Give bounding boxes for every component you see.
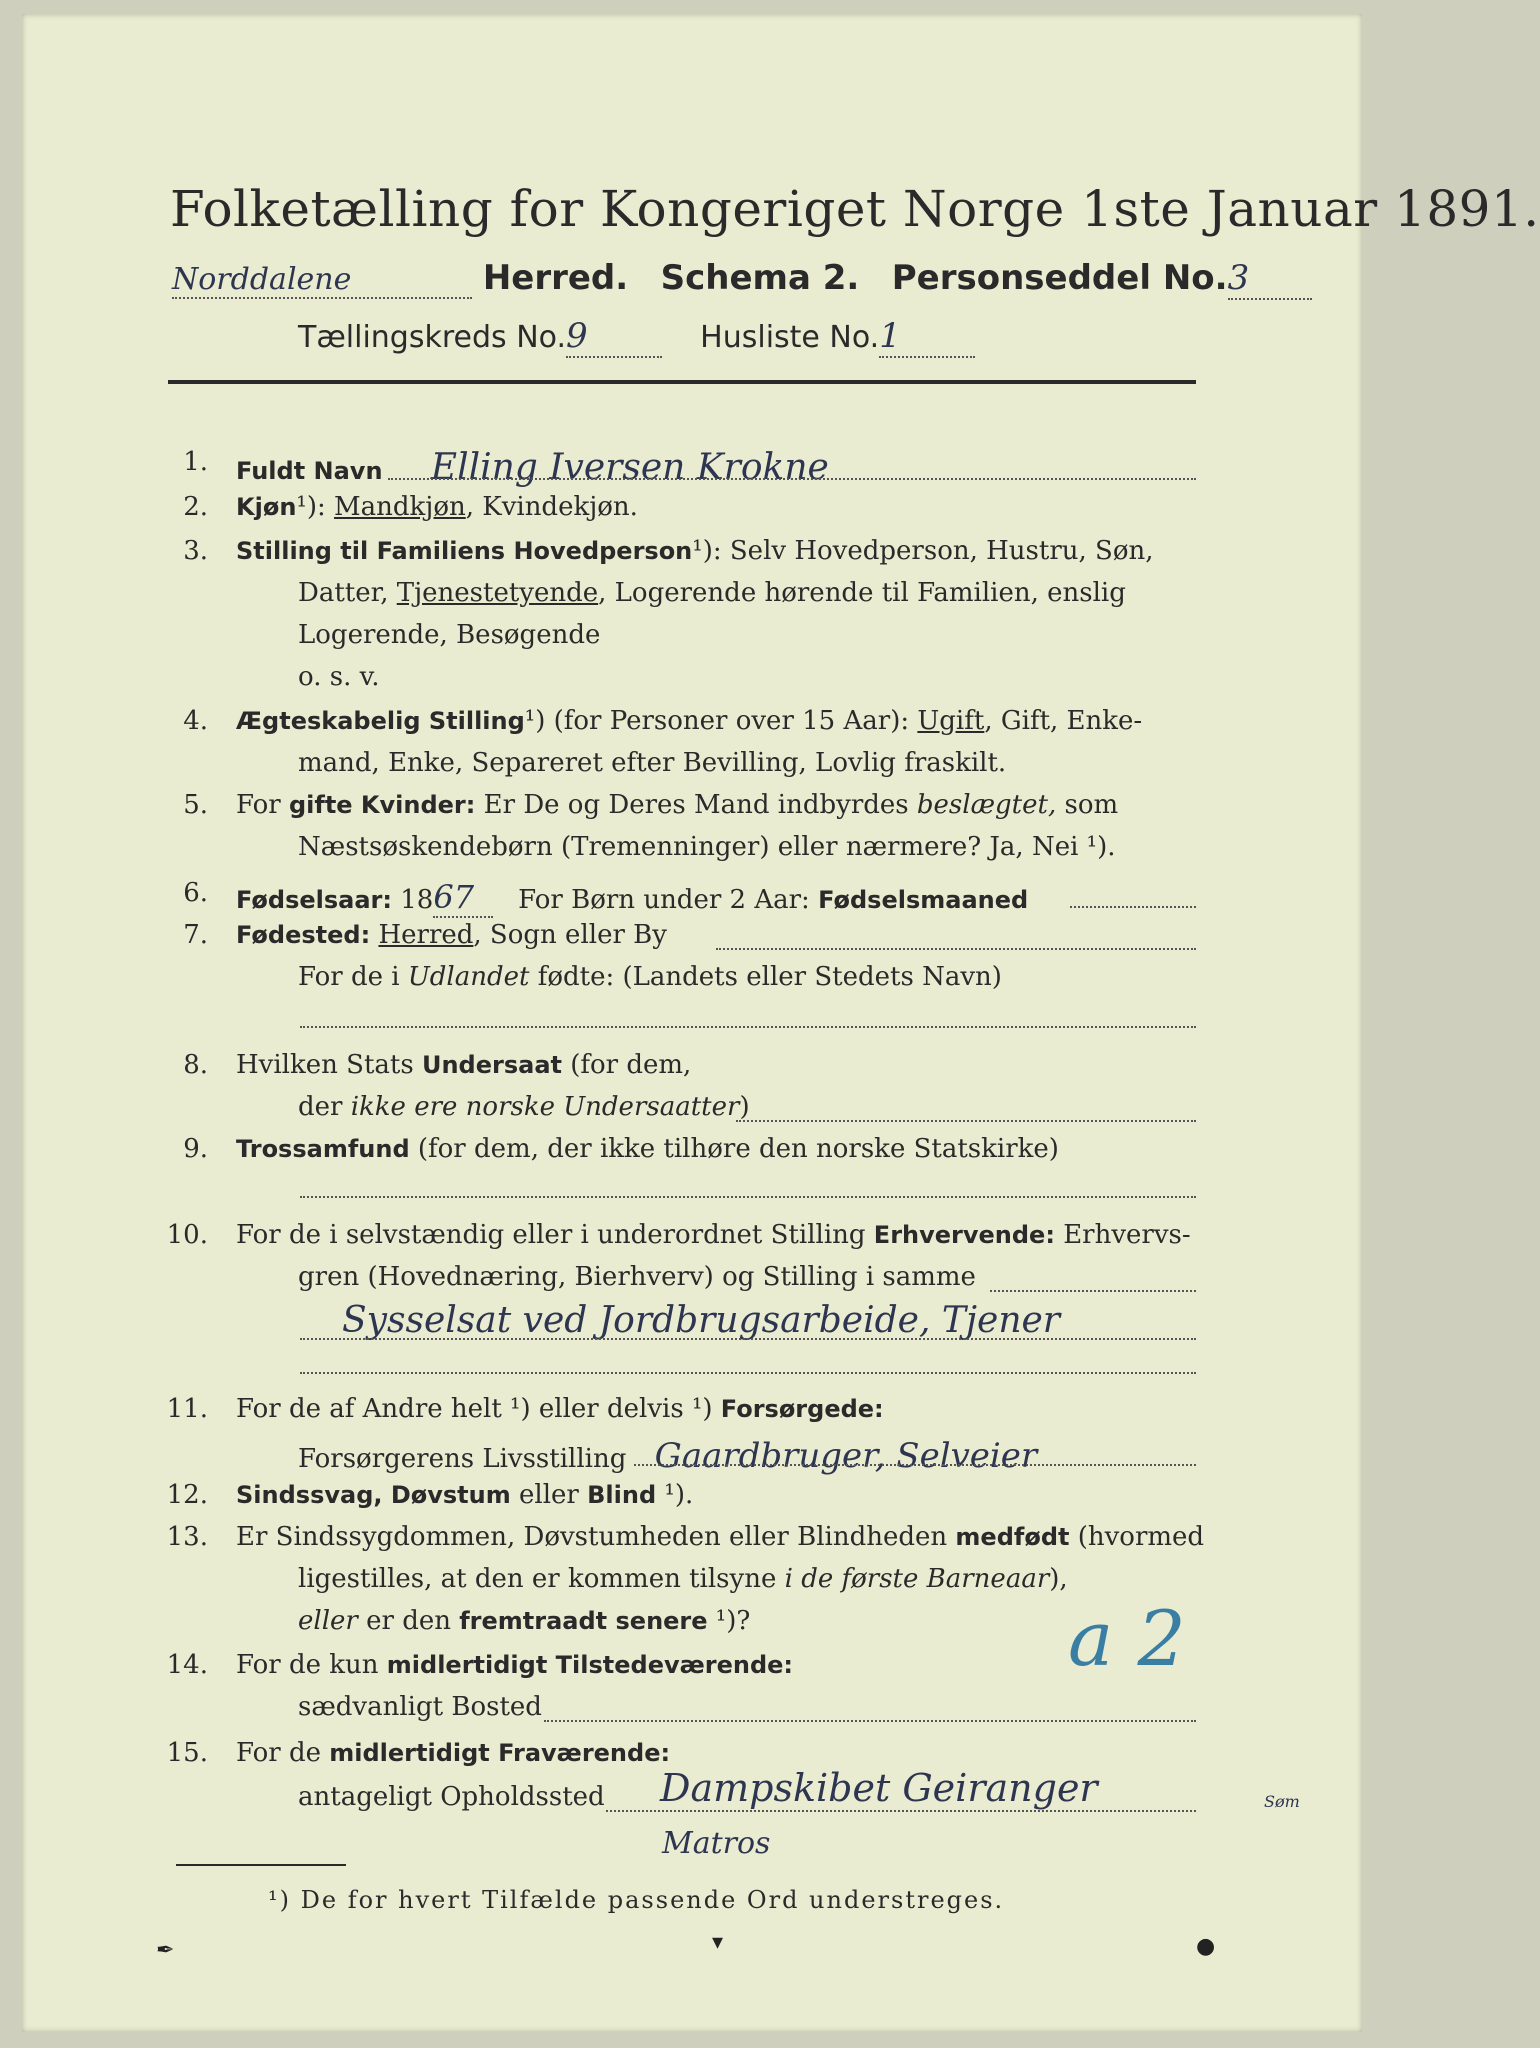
q7-number: 7. <box>183 920 208 950</box>
q10-text1b: Erhvervs- <box>1054 1220 1191 1250</box>
q5-number: 5. <box>183 790 208 820</box>
header-herred-row <box>172 258 1312 300</box>
q3-text2b: , Logerende hørende til Familien, enslig <box>598 578 1126 608</box>
q6-dotline <box>1070 906 1196 908</box>
taellingskreds-label: Tællingskreds No. <box>298 320 566 355</box>
q9-label: Trossamfund <box>236 1135 410 1163</box>
q12-rest: ¹). <box>656 1480 694 1510</box>
q7-text2b: fødte: (Landets eller Stedets Navn) <box>529 962 1002 992</box>
q1-full-name-value: Elling Iversen Krokne <box>430 447 829 488</box>
stray-mark-center: ▾ <box>712 1930 724 1955</box>
q6-number: 6. <box>183 878 208 908</box>
husliste-value: 1 <box>879 316 975 358</box>
q11-line1 <box>236 1394 884 1424</box>
q13-text2b: ), <box>1049 1564 1068 1594</box>
q8-text2b: ) <box>739 1092 750 1122</box>
q7-text2a: For de i <box>298 962 408 992</box>
q11-number: 11. <box>166 1394 208 1424</box>
stray-mark-right: ● <box>1196 1934 1216 1959</box>
q15-residence-small-note: Søm <box>1264 1792 1300 1811</box>
q7-line1 <box>236 920 667 950</box>
q6-rest: For Børn under 2 Aar: <box>518 885 810 915</box>
q3-number: 3. <box>183 536 208 566</box>
q10-occupation-value: Sysselsat ved Jordbrugsarbeide, Tjener <box>342 1300 1061 1341</box>
q7-rest: , Sogn eller By <box>473 920 667 950</box>
q13-text1a: Er Sindssygdommen, Døvstumheden eller Blindheden <box>236 1522 956 1552</box>
q10-line1 <box>236 1220 1191 1250</box>
q14-text1: For de kun <box>236 1650 387 1680</box>
q2-label: Kjøn <box>236 493 297 521</box>
q6-label: Fødselsaar: <box>236 886 392 914</box>
q13-line1 <box>236 1522 1204 1552</box>
q11-text1: For de af Andre helt ¹) eller delvis ¹) <box>236 1394 721 1424</box>
q4-line2: mand, Enke, Separeret efter Bevilling, Lovlig fraskilt. <box>298 748 1007 778</box>
q15-number: 15. <box>166 1738 208 1768</box>
q13-line2 <box>298 1564 1068 1594</box>
q15-dotline <box>606 1810 1196 1812</box>
stray-mark-left: ✒ <box>156 1938 175 1963</box>
q15-line2: antageligt Opholdssted <box>298 1782 605 1812</box>
q1-dotline <box>388 478 1196 480</box>
q5-line1 <box>236 790 1118 820</box>
form-title: Folketælling for Kongeriget Norge 1ste Januar 1891. <box>170 180 1540 238</box>
husliste-label: Husliste No. <box>700 320 880 355</box>
q5-text1i: beslægtet, <box>916 790 1057 820</box>
q3-line2 <box>298 578 1126 608</box>
q6-label2: Fødselsmaaned <box>818 886 1029 914</box>
q3-sup: ¹): <box>692 536 722 566</box>
q8-number: 8. <box>183 1050 208 1080</box>
personseddel-label: Personseddel No. <box>891 258 1228 298</box>
q8-text2i: ikke ere norske Undersaatter <box>350 1092 740 1122</box>
q7-option-herred: Herred <box>378 920 474 950</box>
q8-line2 <box>298 1092 750 1122</box>
q10-text1a: For de i selvstændig eller i underordnet Stilling <box>236 1220 874 1250</box>
q5-text1a: Er De og Deres Mand indbyrdes <box>475 790 917 820</box>
q8-dotline <box>736 1120 1196 1122</box>
q10-line2: gren (Hovednæring, Bierhverv) og Stilling i samme <box>298 1262 976 1292</box>
q3-label: Stilling til Familiens Hovedperson <box>236 537 693 565</box>
q15-residence-value: Dampskibet Geiranger <box>660 1766 1098 1810</box>
herred-value: Norddalene <box>172 262 472 299</box>
q14-number: 14. <box>166 1650 208 1680</box>
q7-text2i: Udlandet <box>407 962 530 992</box>
q14-line1 <box>236 1650 793 1680</box>
q7-line2 <box>298 962 1002 992</box>
q14-label: midlertidigt Tilstedeværende: <box>386 1651 794 1679</box>
q3-text2a: Datter, <box>298 578 397 608</box>
q4-sup: ¹) <box>524 706 546 736</box>
q3-line4: o. s. v. <box>298 662 380 692</box>
q11-provider-value: Gaardbruger, Selveier <box>654 1436 1038 1476</box>
q10-dotline3 <box>300 1372 1196 1374</box>
q9-number: 9. <box>183 1134 208 1164</box>
q8-text2a: der <box>298 1092 351 1122</box>
q8-text1b: (for dem, <box>561 1050 692 1080</box>
q13-number: 13. <box>166 1522 208 1552</box>
q13-text2i: i de første Barneaar <box>784 1564 1050 1594</box>
q13-text2a: ligestilles, at den er kommen tilsyne <box>298 1564 785 1594</box>
q4-label: Ægteskabelig Stilling <box>236 707 525 735</box>
q2-row <box>236 492 638 522</box>
q4-option-ugift: Ugift <box>917 706 985 736</box>
schema-label: Schema 2. <box>660 258 860 298</box>
q13-text1b: (hvormed <box>1069 1522 1205 1552</box>
q6-year-prefix: 18 <box>400 885 434 915</box>
q12-number: 12. <box>166 1480 208 1510</box>
q1-label: Fuldt Navn <box>236 457 383 485</box>
personseddel-value: 3 <box>1228 258 1312 300</box>
header-kreds-row <box>298 316 975 358</box>
header-rule <box>168 380 1196 384</box>
q4-text1a: (for Personer over 15 Aar): <box>553 706 918 736</box>
q2-rest: , Kvindekjøn. <box>465 492 638 522</box>
footnote: ¹) De for hvert Tilfælde passende Ord understreges. <box>268 1886 1005 1914</box>
q12-label: Sindssvag, Døvstum <box>236 1481 511 1509</box>
q15-occupation-note: Matros <box>662 1826 771 1861</box>
q11-line2 <box>298 1436 1037 1476</box>
q8-line1 <box>236 1050 691 1080</box>
q12-row <box>236 1480 693 1510</box>
q2-number: 2. <box>183 492 208 522</box>
q2-option-mandkjon: Mandkjøn <box>334 492 466 522</box>
q1-row <box>236 447 829 488</box>
q7-label: Fødested: <box>236 921 371 949</box>
q7-dotline <box>716 948 1196 950</box>
q4-line1 <box>236 706 1142 736</box>
q6-row <box>236 878 1028 918</box>
footnote-rule <box>176 1864 346 1866</box>
q10-dotline2 <box>300 1338 1196 1340</box>
herred-label: Herred. <box>482 258 629 298</box>
q12-label2: Blind <box>587 1481 657 1509</box>
q3-line3: Logerende, Besøgende <box>298 620 601 650</box>
q15-label: midlertidigt Fraværende: <box>329 1739 671 1767</box>
q5-prefix: For <box>236 790 289 820</box>
q5-line2: Næstsøskendebørn (Tremenninger) eller nærmere? Ja, Nei ¹). <box>298 832 1116 862</box>
q10-number: 10. <box>166 1220 208 1250</box>
q5-label: gifte Kvinder: <box>288 791 476 819</box>
q13-label: medfødt <box>955 1523 1070 1551</box>
q2-sup: ¹): <box>296 492 326 522</box>
q9-dotline <box>300 1196 1196 1198</box>
q8-label: Undersaat <box>421 1051 562 1079</box>
q15-line1 <box>236 1738 670 1768</box>
q9-line1 <box>236 1134 1059 1164</box>
q5-text1b: som <box>1056 790 1119 820</box>
q8-text1a: Hvilken Stats <box>236 1050 422 1080</box>
q11-dotline <box>634 1464 1196 1466</box>
q13-line3 <box>298 1606 750 1636</box>
q15-text1: For de <box>236 1738 330 1768</box>
q10-dotline <box>990 1290 1196 1292</box>
q3-line1 <box>236 536 1154 566</box>
q13-text3a: er den <box>357 1606 460 1636</box>
q10-label: Erhvervende: <box>873 1221 1055 1249</box>
blue-annotation: a 2 <box>1068 1594 1186 1683</box>
q6-birth-year-value: 67 <box>433 878 493 918</box>
q11-label: Forsørgede: <box>720 1395 884 1423</box>
q13-label2: fremtraadt senere <box>459 1607 708 1635</box>
q14-dotline <box>544 1720 1196 1722</box>
q14-line2: sædvanligt Bosted <box>298 1692 542 1722</box>
q4-text1b: , Gift, Enke- <box>984 706 1143 736</box>
q7-dotline2 <box>300 1026 1196 1028</box>
q4-number: 4. <box>183 706 208 736</box>
taellingskreds-value: 9 <box>566 316 662 358</box>
q13-text3i: eller <box>298 1606 358 1636</box>
q3-option-tjenestetyende: Tjenestetyende <box>396 578 599 608</box>
q11-text2: Forsørgerens Livsstilling <box>298 1444 627 1474</box>
q12-mid: eller <box>510 1480 588 1510</box>
q9-rest: (for dem, der ikke tilhøre den norske Statskirke) <box>409 1134 1059 1164</box>
q3-text1: Selv Hovedperson, Hustru, Søn, <box>729 536 1154 566</box>
q13-text3b: ¹)? <box>707 1606 751 1636</box>
q1-number: 1. <box>183 447 208 477</box>
